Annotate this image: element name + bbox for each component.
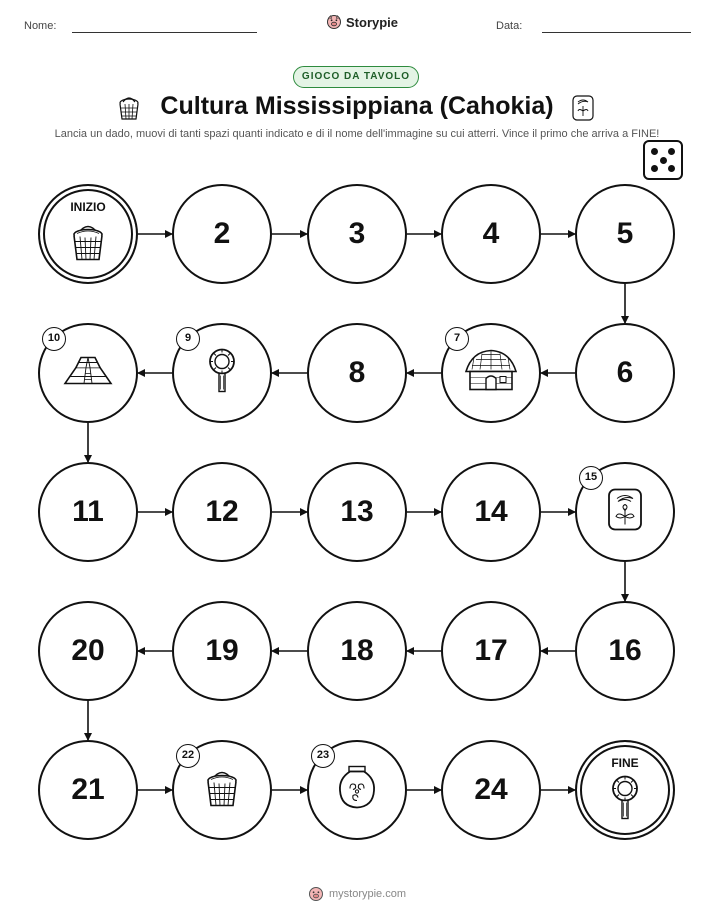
board-space [38,601,138,701]
space-number: 21 [71,773,105,806]
space-number: 11 [72,495,104,528]
board-space [307,184,407,284]
board-space [441,740,541,840]
board-space [307,601,407,701]
space-number-badge: 15 [579,466,603,490]
activity-badge: GIOCO DA TAVOLO [293,66,419,88]
brand-name: Storypie [346,14,399,30]
board-space [441,323,541,423]
pottery-jar-icon [337,765,377,816]
board-space [172,323,272,423]
space-number-badge: 23 [311,744,335,768]
board-space [172,462,272,562]
space-number: 14 [474,495,508,528]
space-label: INIZIO [70,200,106,214]
footer [0,886,714,902]
board-space [441,184,541,284]
mound-icon [62,354,114,393]
board-space [441,462,541,562]
board-space [172,740,272,840]
space-number: 6 [616,356,634,389]
board-space [38,323,138,423]
date-label: Data: [496,20,523,32]
space-number-badge: 10 [42,327,66,351]
carved-stone-icon [605,487,645,538]
space-number-badge: 7 [445,327,469,351]
space-number: 2 [213,217,231,250]
footer-site: mystorypie.com [328,888,407,900]
space-number: 12 [205,495,239,528]
name-label: Nome: [24,20,57,32]
board-space [172,184,272,284]
finish-space [575,740,675,840]
copper-gorget-icon [608,773,642,826]
hut-icon [462,348,520,399]
board-space [307,323,407,423]
space-number: 16 [608,634,642,667]
page-title: Cultura Mississippiana (Cahokia) [160,92,554,120]
board-space [575,462,675,562]
space-number: 20 [71,634,105,667]
space-number: 13 [340,495,374,528]
board-space [307,462,407,562]
space-number: 5 [616,217,634,250]
board-space [575,601,675,701]
board-space [575,184,675,284]
storypie-pig-icon [308,886,324,902]
basket-icon [68,219,108,268]
board-space [38,740,138,840]
board-space [38,462,138,562]
space-label: FINE [611,756,639,770]
space-number: 17 [474,634,508,667]
space-number: 8 [348,356,366,389]
space-number: 18 [340,634,374,667]
instructions: Lancia un dado, muovi di tanti spazi quanti indicato e di il nome dell'immagine su cui atterri. Vince il primo che arriva a FINE! [54,128,660,140]
board-space [575,323,675,423]
space-number: 3 [348,217,366,250]
space-number: 19 [205,634,239,667]
board-space [307,740,407,840]
space-number-badge: 22 [176,744,200,768]
copper-gorget-icon [205,347,239,400]
space-number-badge: 9 [176,327,200,351]
basket-icon [202,766,242,815]
board-space [441,601,541,701]
board-space [172,601,272,701]
space-number: 24 [474,773,508,806]
start-space [38,184,138,284]
space-number: 4 [482,217,500,250]
